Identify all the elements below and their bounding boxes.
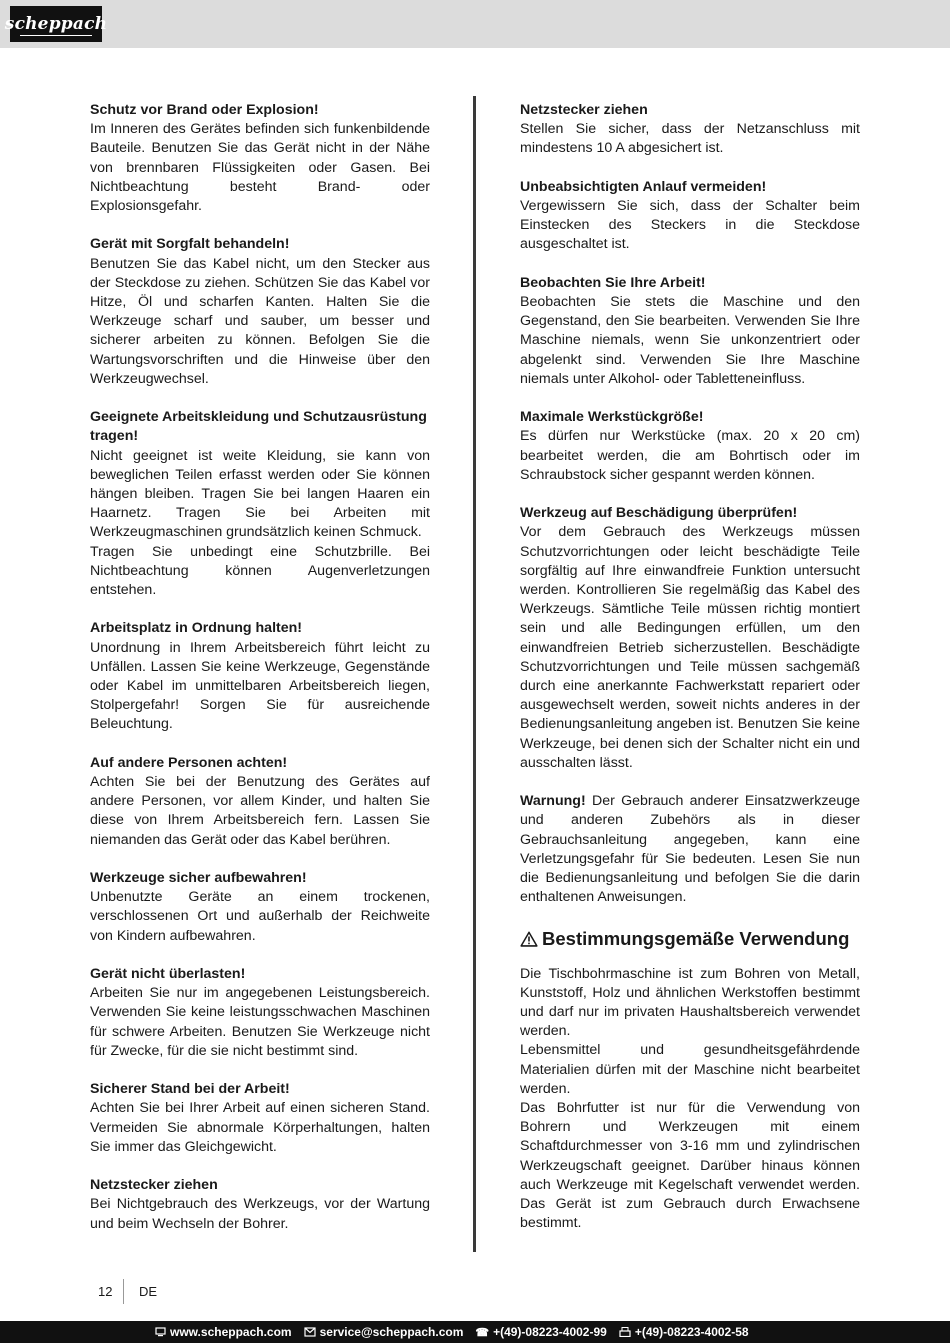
brand-logo — [4, 6, 108, 42]
intended-use-title: Bestimmungsgemäße Verwendung — [542, 927, 850, 949]
section-title: Sicherer Stand bei der Arbeit! — [90, 1081, 290, 1098]
email-icon — [304, 1327, 316, 1337]
brand-logo-text: scheppach — [4, 14, 108, 34]
section-text: Im Inneren des Gerätes befinden sich funkenbildende Bauteile. Benutzen Sie das Gerät nicht in der Nähe von brennbaren Flüssigkeiten oder Gasen. Bei Nichtbeachtung besteht Brand- oder Explosionsgefahr. — [90, 121, 430, 215]
section-text: Vergewissern Sie sich, dass der Schalter beim Einstecken des Steckers in die Steckdose ausgeschaltet ist. — [520, 198, 860, 253]
section-title: Werkzeuge sicher aufbewahren! — [90, 870, 307, 887]
section-text: Nicht geeignet ist weite Kleidung, sie kann von beweglichen Teilen erfasst werden oder Sie können hängen bleiben. Tragen Sie bei langen Haaren ein Haarnetz. Tragen Sie bei Arbeiten mit Werkzeugmaschinen grundsätzlich keinen Schmuck. — [90, 447, 430, 541]
page-number: 12 — [98, 1284, 113, 1299]
warning-paragraph — [520, 792, 860, 907]
section-title: Beobachten Sie Ihre Arbeit! — [520, 274, 706, 291]
section-text: Vor dem Gebrauch des Werkzeugs müssen Schutzvorrichtungen oder leicht beschädigte Teile sorgfältig auf Ihre einwandfreie Funktion untersucht werden. Kontrollieren Sie regelmäßig das Kabel des Werkzeugs. Sämtliche Teile müssen richtig montiert sein und alle Bedingungen erfüllen, um den einwandfreien Betrieb sicherzustellen. Beschädigte Schutzvorrichtungen und Teile müssen sachgemäß durch eine anerkannte Fachwerkstatt repariert oder ausgewechselt werden, soweit nichts anderes in der Bedienungsanleitung angeben ist. Benutzen Sie keine Werkzeuge, bei denen sich der Schalter nicht ein und ausschalten lässt. — [520, 524, 860, 771]
section-title: Arbeitsplatz in Ordnung halten! — [90, 620, 303, 637]
intended-use-body — [520, 965, 860, 1234]
section-text: Beobachten Sie stets die Maschine und den Gegenstand, den Sie bearbeiten. Verwenden Sie Ihre Maschine niemals, wenn Sie unkonzentriert oder abgelenkt sind. Verwenden Sie Ihre Maschine niemals unter Alkohol- oder Tabletteneinfluss. — [520, 294, 860, 387]
section-title: Schutz vor Brand oder Explosion! — [90, 102, 319, 118]
section-store-tools — [90, 869, 430, 946]
section-text: Unbenutzte Geräte an einem trockenen, verschlossenen Ort und außerhalb der Reichweite von Kindern aufbewahren. — [90, 889, 430, 944]
section-avoid-startup — [520, 178, 860, 255]
website-link[interactable]: www.scheppach.com — [170, 1325, 292, 1339]
section-title: Netzstecker ziehen — [90, 1177, 218, 1194]
section-title: Unbeabsichtigten Anlauf vermeiden! — [520, 178, 767, 195]
section-warning — [520, 792, 860, 907]
section-title: Netzstecker ziehen — [520, 102, 648, 118]
section-check-damage — [520, 504, 860, 773]
contact-bar — [0, 1321, 950, 1343]
section-text: Achten Sie bei der Benutzung des Gerätes auf andere Personen, vor allem Kinder, und halten Sie diese von Ihrem Arbeitsbereich fern. Lassen Sie niemanden das Gerät oder das Kabel berühren. — [90, 774, 430, 848]
section-text: Es dürfen nur Werkstücke (max. 20 x 20 cm) bearbeitet werden, die am Bohrtisch oder im Schraubstock sicher gespannt werden können. — [520, 428, 860, 483]
section-text: Unordnung in Ihrem Arbeitsbereich führt leicht zu Unfällen. Lassen Sie keine Werkzeuge, Gegenstände oder Kabel im unmittelbaren Arbeitsbereich liegen, Stolpergefahr! Sorgen Sie für ausreichende Beleuchtung. — [90, 639, 430, 733]
section-title: Gerät mit Sorgfalt behandeln! — [90, 236, 290, 253]
logo-underline — [20, 35, 92, 37]
section-no-overload — [90, 965, 430, 1061]
warning-text: Der Gebrauch anderer Einsatzwerkzeuge und anderen Zubehörs als in dieser Gebrauchsanleitung angegeben, kann eine Verletzungsgefahr für Sie bedeuten. Lesen Sie nun die Bedienungsanleitung und befolgen Sie die darin enthaltenen Anweisungen. — [520, 793, 860, 906]
intended-use-heading — [520, 927, 860, 951]
section-handle-with-care — [90, 235, 430, 389]
fax-icon — [619, 1327, 631, 1337]
fax-number[interactable]: +(49)-08223-4002-58 — [634, 1325, 749, 1339]
fax-contact[interactable] — [619, 1325, 749, 1339]
warning-triangle-icon — [520, 931, 538, 947]
section-workplace-order — [90, 619, 430, 734]
section-text: Benutzen Sie das Kabel nicht, um den Stecker aus der Steckdose zu ziehen. Schützen Sie das Kabel vor Hitze, Öl und scharfen Kanten. Halten Sie die Werkzeuge scharf und sauber, um besser und sicherer arbeiten zu können. Befolgen Sie die Wartungsvorschriften und die Hinweise über den Werkzeugwechsel. — [90, 255, 430, 387]
section-other-persons — [90, 754, 430, 850]
language-code: DE — [139, 1284, 158, 1299]
footer-separator — [123, 1279, 124, 1304]
section-text-secondary: Tragen Sie unbedingt eine Schutzbrille. Bei Nichtbeachtung können Augenverletzungen entstehen. — [90, 543, 430, 599]
intended-use-p2: Lebensmittel und gesundheitsgefährdende Materialien dürfen mit der Maschine nicht bearbeitet werden. — [520, 1042, 860, 1097]
section-mains-plug — [520, 101, 860, 159]
warning-label: Warnung! — [520, 793, 586, 810]
section-text: Bei Nichtgebrauch des Werkzeugs, vor der Wartung und beim Wechseln der Bohrer. — [90, 1196, 430, 1232]
email-contact[interactable] — [304, 1325, 464, 1339]
email-link[interactable]: service@scheppach.com — [319, 1325, 464, 1339]
section-title: Maximale Werkstückgröße! — [520, 409, 704, 426]
section-fire-protection — [90, 101, 430, 216]
phone-number[interactable]: +(49)-08223-4002-99 — [493, 1325, 607, 1339]
phone-contact[interactable] — [475, 1325, 606, 1339]
header-bar — [0, 0, 950, 48]
left-column — [90, 101, 430, 1253]
section-text: Arbeiten Sie nur im angegebenen Leistungsbereich. Verwenden Sie keine leistungsschwachen Maschinen für schwere Arbeiten. Benutzen Sie Werkzeuge nicht für Zwecke, für die sie nicht bestimmt sind. — [90, 985, 430, 1059]
computer-icon — [155, 1327, 166, 1337]
column-divider — [473, 96, 476, 1252]
section-title: Geeignete Arbeitskleidung und Schutzausrüstung tragen! — [90, 409, 427, 445]
section-max-workpiece — [520, 408, 860, 485]
section-unplug — [90, 1176, 430, 1234]
section-title: Auf andere Personen achten! — [90, 754, 288, 771]
phone-icon: ☎ — [475, 1326, 490, 1339]
website-contact[interactable] — [155, 1325, 292, 1339]
section-title: Werkzeug auf Beschädigung überprüfen! — [520, 505, 798, 522]
intended-use-p1: Die Tischbohrmaschine ist zum Bohren von Metall, Kunststoff, Holz und ähnlichen Werkstoffen bestimmt und darf nur im privaten Haushaltsbereich verwendet werden. — [520, 965, 860, 1040]
section-observe-work — [520, 274, 860, 389]
section-text: Achten Sie bei Ihrer Arbeit auf einen sicheren Stand. Vermeiden Sie abnormale Körperhaltungen, halten Sie immer das Gleichgewicht. — [90, 1100, 430, 1155]
section-title: Gerät nicht überlasten! — [90, 966, 246, 983]
section-work-clothing — [90, 408, 430, 600]
right-column — [520, 101, 860, 1253]
section-text: Stellen Sie sicher, dass der Netzanschluss mit mindestens 10 A abgesichert ist. — [520, 121, 860, 157]
section-secure-stand — [90, 1080, 430, 1157]
intended-use-p3: Das Bohrfutter ist nur für die Verwendung von Bohrern und Werkzeugen mit einem Schaftdurchmesser von 3-16 mm und zylindrischen Werkzeugschaft geeignet. Darüber hinaus können auch Werkzeuge mit Kegelschaft verwendet werden. Das Gerät ist zum Gebrauch durch Erwachsene bestimmt. — [520, 1100, 860, 1232]
